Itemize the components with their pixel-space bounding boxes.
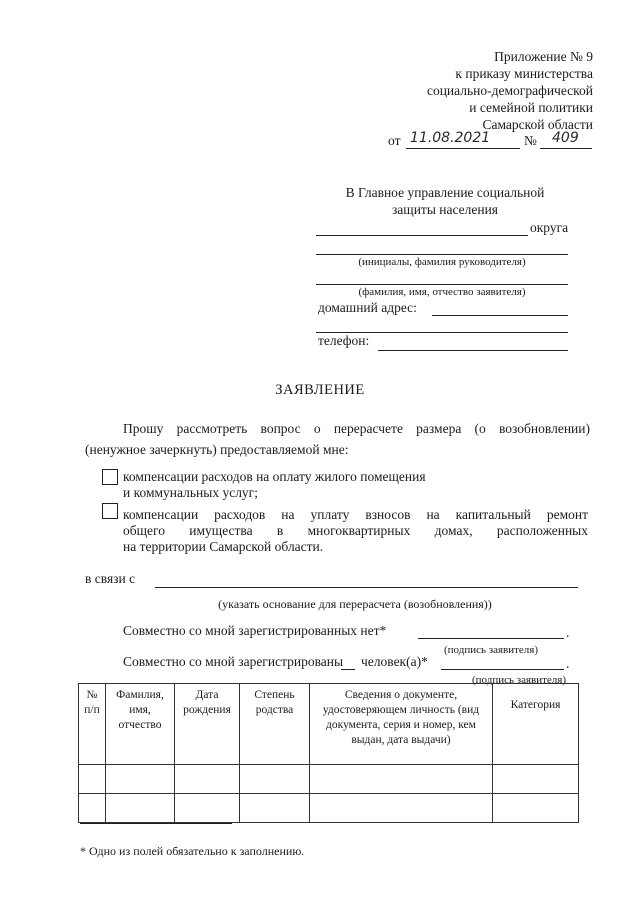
- header-full-name: Фамилия, имя, отчество: [106, 684, 175, 765]
- header-line: к приказу министерства: [455, 66, 593, 81]
- request-line2: (ненужное зачеркнуть) предоставляемой мне:: [85, 442, 349, 457]
- district-suffix: округа: [530, 220, 569, 235]
- district-field[interactable]: [316, 235, 528, 236]
- number-value: 409: [552, 130, 579, 146]
- table-cell[interactable]: [175, 765, 240, 794]
- address-field-1[interactable]: [432, 315, 568, 316]
- table-cell[interactable]: [240, 794, 310, 823]
- header-number: № п/п: [79, 684, 106, 765]
- number-underline: [540, 148, 592, 149]
- table-cell[interactable]: [106, 794, 175, 823]
- option1-line1: компенсации расходов на оплату жилого помещения: [123, 469, 426, 484]
- addressee-line1: В Главное управление социальной: [345, 185, 545, 200]
- option1-checkbox[interactable]: [102, 469, 118, 485]
- signature-caption-1: (подпись заявителя): [444, 644, 539, 656]
- signature-period-2: .: [566, 656, 570, 671]
- address-label: домашний адрес:: [318, 300, 417, 315]
- table-cell[interactable]: [310, 765, 493, 794]
- applicant-name-field[interactable]: [316, 284, 568, 285]
- phone-label: телефон:: [318, 333, 370, 348]
- date-value: 11.08.2021: [410, 130, 491, 146]
- header-block: [293, 48, 593, 133]
- option1-line2: и коммунальных услуг;: [123, 485, 258, 500]
- header-birth-date: Дата рождения: [175, 684, 240, 765]
- header-id-document: Сведения о документе, удостоверяющем личность (вид документа, серия и номер, кем выдан, дата выдачи): [310, 684, 493, 765]
- reason-field[interactable]: [155, 587, 578, 588]
- signature-field-1[interactable]: [418, 638, 564, 639]
- option2-line1: компенсации расходов на уплату взносов на капитальный ремонт: [123, 507, 588, 522]
- table-cell[interactable]: [240, 765, 310, 794]
- signature-field-2[interactable]: [441, 669, 564, 670]
- table-cell[interactable]: [493, 794, 579, 823]
- table-cell[interactable]: [175, 794, 240, 823]
- phone-field[interactable]: [378, 350, 568, 351]
- document-title: ЗАЯВЛЕНИЕ: [275, 382, 365, 398]
- footnote-text: * Одно из полей обязательно к заполнению.: [80, 844, 305, 858]
- table-header-row: [79, 684, 579, 765]
- date-underline: [406, 148, 520, 149]
- option2-line2: общего имущества в многоквартирных домах, расположенных: [123, 523, 588, 538]
- reason-label: в связи с: [85, 571, 136, 586]
- none-registered-text: Совместно со мной зарегистрированных нет*: [123, 623, 387, 638]
- table-cell[interactable]: [310, 794, 493, 823]
- header-line: Самарской области: [482, 117, 593, 132]
- header-line: социально-демографической: [426, 83, 593, 98]
- footnote-divider: [80, 823, 232, 824]
- header-category: Категория: [493, 684, 579, 765]
- table-cell[interactable]: [493, 765, 579, 794]
- reason-caption: (указать основание для перерасчета (возобновления)): [218, 597, 492, 611]
- addressee-line2: защиты населения: [391, 202, 499, 217]
- head-caption: (инициалы, фамилия руководителя): [358, 256, 526, 268]
- header-relation: Степень родства: [240, 684, 310, 765]
- request-line1: Прошу рассмотреть вопрос о перерасчете размера (о возобновлении): [123, 421, 590, 436]
- header-line: Приложение № 9: [494, 49, 593, 64]
- registered-suffix: человек(а)*: [361, 654, 428, 669]
- table-cell[interactable]: [79, 765, 106, 794]
- option2-checkbox[interactable]: [102, 503, 118, 519]
- signature-period-1: .: [566, 625, 570, 640]
- family-members-table: [78, 683, 579, 823]
- table-row: [79, 794, 579, 823]
- table-row: [79, 765, 579, 794]
- table-cell[interactable]: [79, 794, 106, 823]
- option2-line3: на территории Самарской области.: [123, 539, 324, 554]
- number-label: №: [524, 133, 537, 148]
- applicant-caption: (фамилия, имя, отчество заявителя): [358, 286, 526, 298]
- header-line: и семейной политики: [469, 100, 593, 115]
- head-name-field[interactable]: [316, 254, 568, 255]
- registered-prefix: Совместно со мной зарегистрированы: [123, 654, 344, 669]
- registered-count-field[interactable]: [341, 669, 355, 670]
- table-cell[interactable]: [106, 765, 175, 794]
- date-label: от: [388, 133, 401, 148]
- signature-caption-2: (подпись заявителя): [472, 674, 567, 686]
